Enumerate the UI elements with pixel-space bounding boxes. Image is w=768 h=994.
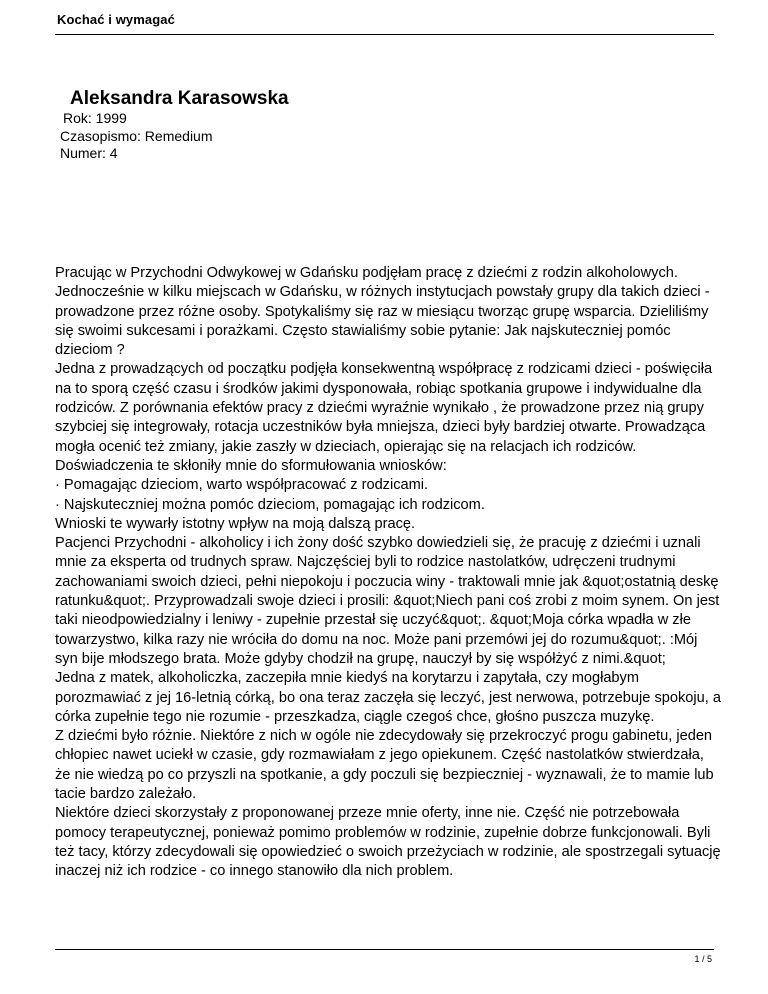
body-paragraph: Wnioski te wywarły istotny wpływ na moją dalszą pracę. — [55, 515, 416, 532]
body-paragraph: Jedna z prowadzących od początku podjęła konsekwentną współpracę z rodzicami dzieci - poświęciła na to sporą część czasu i środków jakimi dysponowała, robiąc spotkania grupowe i indywidualne dla rodziców. Z porównania efektów pracy z dziećmi wyraźnie wynikało , że prowadzone przez nią grupy szybciej się integrowały, rotacja uczestników była mniejsza, dzieci były bardziej otwarte. Prowadząca mogła ocenić też zmiany, jakie zaszły w dzieciach, opierając się na relacjach ich rodziców. — [55, 361, 713, 455]
body-paragraph: Pracując w Przychodni Odwykowej w Gdańsku podjęłam pracę z dziećmi z rodzin alkoholowych. Jednocześnie w kilku miejscach w Gdańsku, w różnych instytucjach powstały grupy dla takich dzieci - prowadzone przez różne osoby. Spotykaliśmy się raz w miesiącu tworząc grupę wsparcia. Dzieliliśmy się swoimi sukcesami i porażkami. Często stawialiśmy sobie pytanie: Jak najskuteczniej pomóc dzieciom ? — [55, 265, 710, 359]
article-body — [55, 264, 723, 882]
meta-issue: Numer: 4 — [60, 145, 118, 161]
body-paragraph: Niektóre dzieci skorzystały z proponowanej przeze mnie oferty, inne nie. Część nie potrzebowała pomocy terapeutycznej, ponieważ pomimo problemów w rodzinie, zupełnie dobrze funkcjonowali. Byli też tacy, którzy zdecydowali się opowiedzieć o swoich przeżyciach w rodzinie, ale spostrzegali sytuację inaczej niż ich rodzice - co innego stanowiło dla nich problem. — [55, 805, 721, 880]
article-author: Aleksandra Karasowska — [70, 88, 289, 109]
body-paragraph: Pacjenci Przychodni - alkoholicy i ich żony dość szybko dowiedzieli się, że pracuję z dziećmi i uznali mnie za eksperta od trudnych spraw. Najczęściej byli to rodzice nastolatków, udręczeni trudnymi zachowaniami swoich dzieci, pełni niepokoju i poczucia winy - traktowali mnie jak &quot;ostatnią deskę ratunku&quot;. Przyprowadzali swoje dzieci i prosili: &quot;Niech pani coś zrobi z moim synem. On jest taki nieodpowiedzialny i leniwy - zupełnie przestał się uczyć&quot;. &quot;Moja córka wpadła w złe towarzystwo, kilka razy nie wróciła do domu na noc. Może pani przemówi jej do rozumu&quot;. :Mój syn bije młodszego brata. Może gdyby chodził na grupę, nauczył by się współżyć z nimi.&quot; — [55, 535, 720, 667]
body-paragraph: Doświadczenia te skłoniły mnie do sformułowania wniosków: — [55, 457, 447, 474]
running-header-title: Kochać i wymagać — [57, 12, 175, 27]
bullet-item: · Najskuteczniej można pomóc dzieciom, pomagając ich rodzicom. — [55, 496, 485, 513]
bullet-item: · Pomagając dzieciom, warto współpracować z rodzicami. — [55, 477, 429, 494]
body-paragraph: Z dziećmi było różnie. Niektóre z nich w ogóle nie zdecydowały się przekroczyć progu gabinetu, jeden chłopiec nawet uciekł w czasie, gdy rozmawiałam z jego opiekunem. Część nastolatków stwierdzała, że nie wiedzą po co przyszli na spotkanie, a gdy poczuli się bezpieczniej - wyznawali, że to mamie lub tacie bardzo zależało. — [55, 728, 714, 803]
page-number: 1 / 5 — [694, 954, 712, 964]
footer-divider — [55, 949, 714, 950]
meta-year: Rok: 1999 — [63, 110, 127, 126]
header-divider — [55, 34, 714, 35]
article-metadata — [60, 110, 213, 163]
meta-journal: Czasopismo: Remedium — [60, 127, 213, 144]
body-paragraph: Jedna z matek, alkoholiczka, zaczepiła mnie kiedyś na korytarzu i zapytała, czy mogłabym porozmawiać z jej 16-letnią córką, bo ona teraz zaczęła się leczyć, jest nerwowa, potrzebuje spokoju, a córka zupełnie tego nie rozumie - przeszkadza, ciągle czegoś chce, głośno puszcza muzykę. — [55, 670, 721, 725]
